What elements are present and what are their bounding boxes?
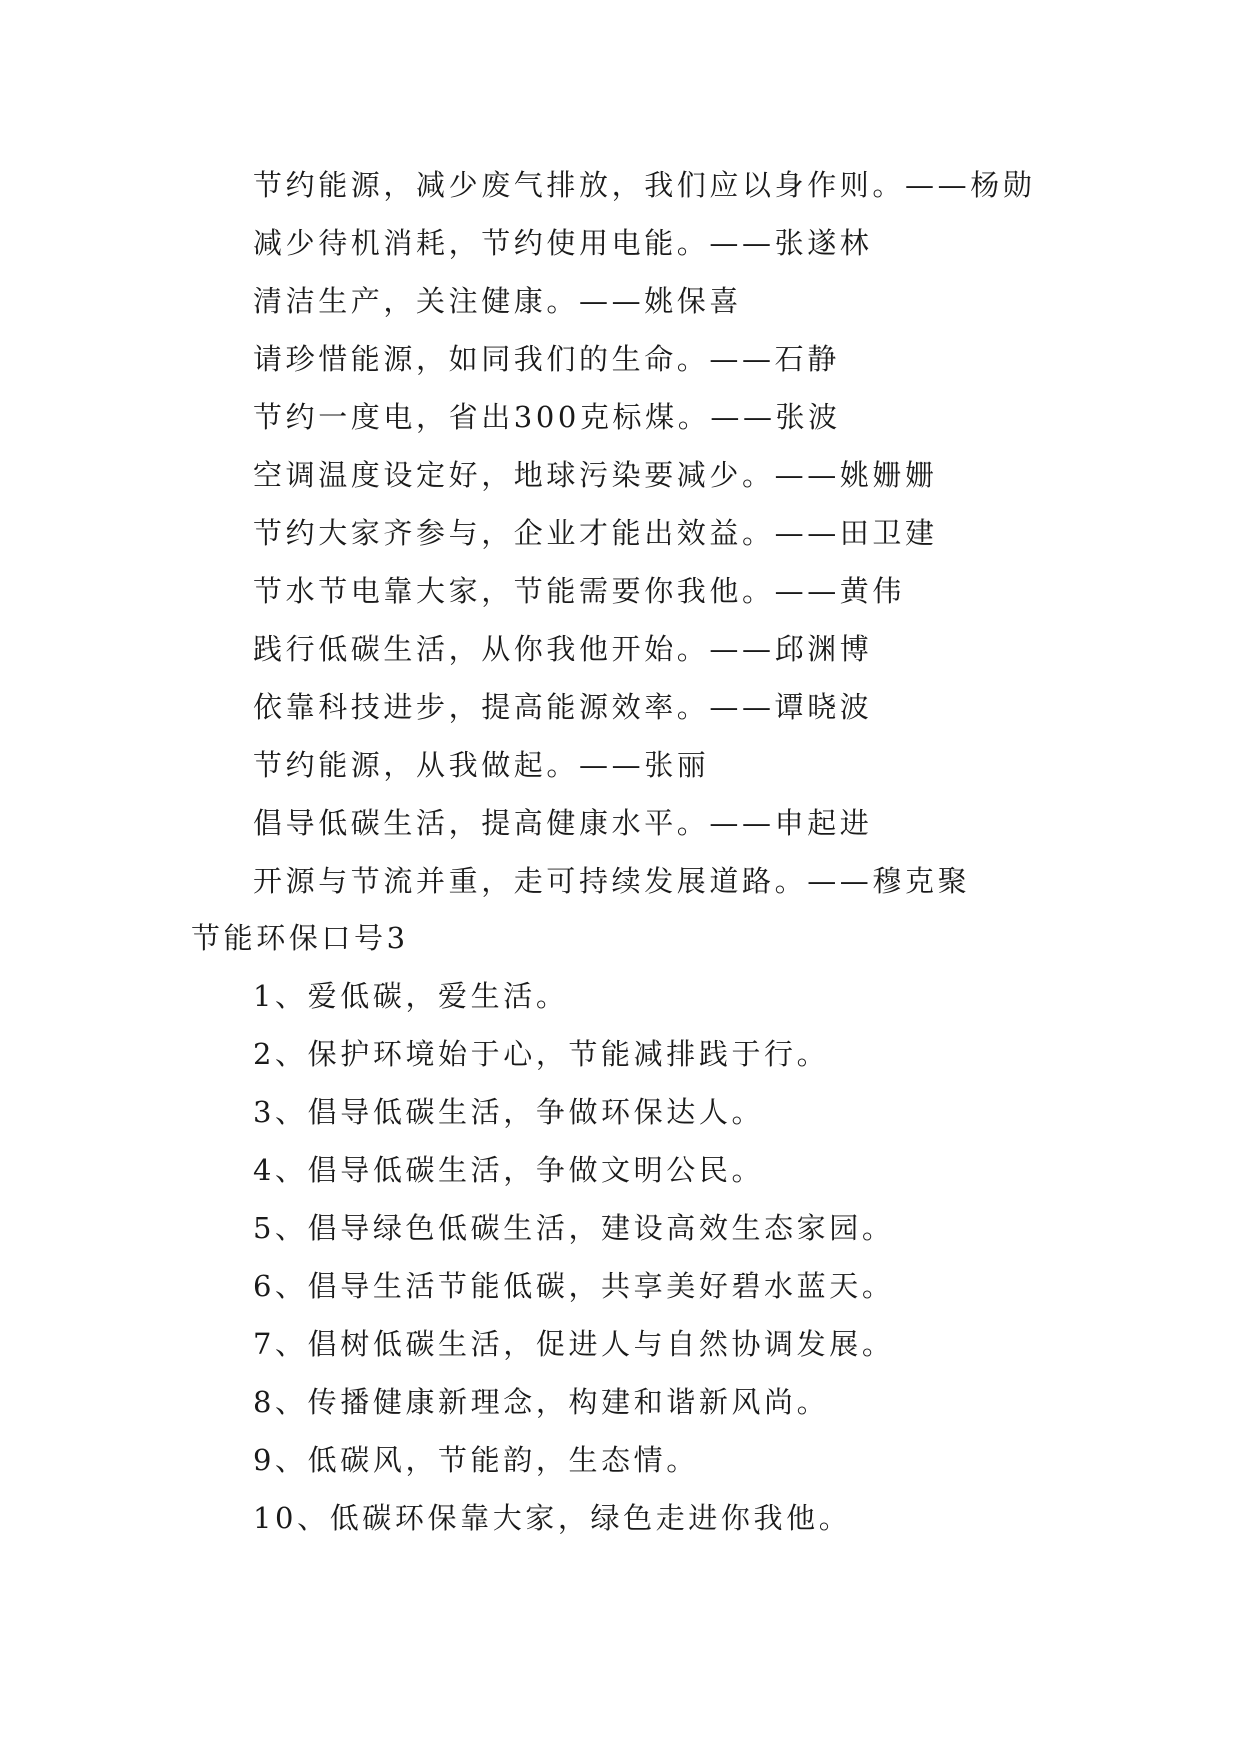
section-heading: 节能环保口号3 [191, 921, 409, 955]
slogan-line: 节约能源，减少废气排放，我们应以身作则。——杨勋 [253, 168, 1036, 202]
numbered-slogan: 1、爱低碳，爱生活。 [253, 979, 569, 1013]
numbered-slogan: 10、低碳环保靠大家，绿色走进你我他。 [253, 1501, 852, 1535]
slogan-line: 践行低碳生活，从你我他开始。——邱渊博 [253, 632, 873, 666]
slogan-line: 节约能源，从我做起。——张丽 [253, 748, 710, 782]
numbered-slogan: 8、传播健康新理念，构建和谐新风尚。 [253, 1385, 830, 1419]
numbered-slogan: 9、低碳风，节能韵，生态情。 [253, 1443, 699, 1477]
slogan-line: 节约大家齐参与，企业才能出效益。——田卫建 [253, 516, 938, 550]
slogan-line: 依靠科技进步，提高能源效率。——谭晓波 [253, 690, 873, 724]
slogan-line: 倡导低碳生活，提高健康水平。——申起进 [253, 806, 873, 840]
numbered-slogan: 5、倡导绿色低碳生活，建设高效生态家园。 [253, 1211, 895, 1245]
slogan-line: 请珍惜能源，如同我们的生命。——石静 [253, 342, 840, 376]
numbered-slogan: 4、倡导低碳生活，争做文明公民。 [253, 1153, 765, 1187]
numbered-slogan: 2、保护环境始于心，节能减排践于行。 [253, 1037, 830, 1071]
numbered-slogan: 7、倡树低碳生活，促进人与自然协调发展。 [253, 1327, 895, 1361]
slogan-line: 空调温度设定好，地球污染要减少。——姚姗姗 [253, 458, 938, 492]
slogan-line: 减少待机消耗，节约使用电能。——张遂林 [253, 226, 873, 260]
slogan-line: 开源与节流并重，走可持续发展道路。——穆克聚 [253, 864, 971, 898]
numbered-slogan: 3、倡导低碳生活，争做环保达人。 [253, 1095, 765, 1129]
slogan-line: 节约一度电，省出300克标煤。——张波 [253, 400, 841, 434]
slogan-line: 节水节电靠大家，节能需要你我他。——黄伟 [253, 574, 906, 608]
numbered-slogan: 6、倡导生活节能低碳，共享美好碧水蓝天。 [253, 1269, 895, 1303]
slogan-line: 清洁生产，关注健康。——姚保喜 [253, 284, 743, 318]
